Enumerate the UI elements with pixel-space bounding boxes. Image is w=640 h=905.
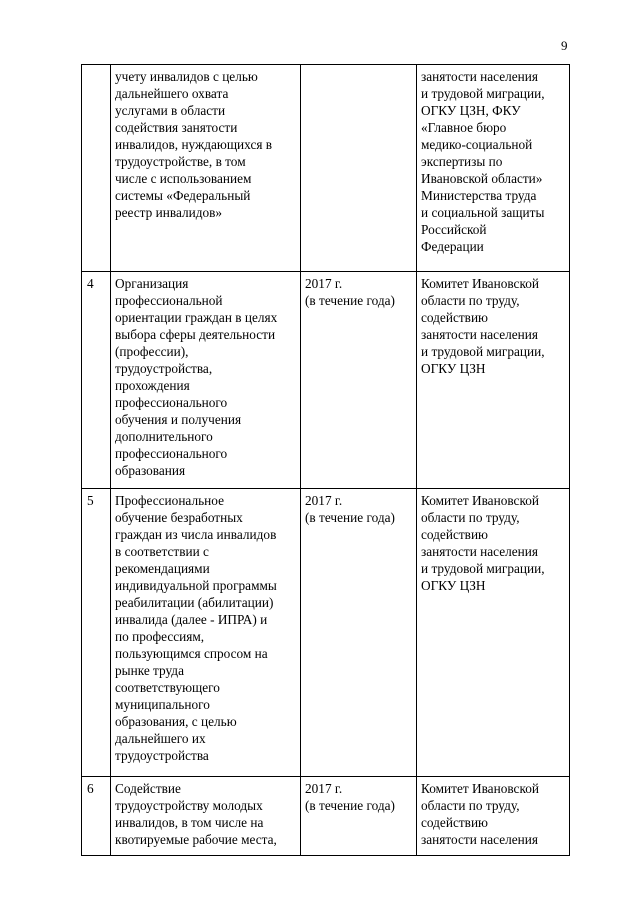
term-cell: 2017 г. (в течение года) xyxy=(301,272,417,489)
responsible-cell: Комитет Ивановской области по труду, содействию занятости населения xyxy=(417,777,570,856)
table-row xyxy=(82,272,570,489)
activity-cell: Профессиональное обучение безработных граждан из числа инвалидов в соответствии с рекомендациями индивидуальной программы реабилитации (абилитации) инвалида (далее - ИПРА) и по профессиям, пользующимся спросом на рынке труда соответствующего муниципального образования, с целью дальнейшего их трудоустройства xyxy=(111,489,301,777)
activity-cell: учету инвалидов с целью дальнейшего охвата услугами в области содействия занятости инвалидов, нуждающихся в трудоустройстве, в том числе с использованием системы «Федеральный реестр инвалидов» xyxy=(111,65,301,272)
term-cell: 2017 г. (в течение года) xyxy=(301,777,417,856)
activity-cell: Организация профессиональной ориентации граждан в целях выбора сферы деятельности (профессии), трудоустройства, прохождения профессионального обучения и получения дополнительного профессионального образования xyxy=(111,272,301,489)
row-number: 5 xyxy=(82,489,111,777)
measures-table xyxy=(81,64,570,856)
term-cell xyxy=(301,65,417,272)
responsible-cell: занятости населения и трудовой миграции, ОГКУ ЦЗН, ФКУ «Главное бюро медико-социальной экспертизы по Ивановской области» Министерства труда и социальной защиты Российской Федерации xyxy=(417,65,570,272)
responsible-cell: Комитет Ивановской области по труду, содействию занятости населения и трудовой миграции, ОГКУ ЦЗН xyxy=(417,489,570,777)
activity-cell: Содействие трудоустройству молодых инвалидов, в том числе на квотируемые рабочие места, xyxy=(111,777,301,856)
row-number: 4 xyxy=(82,272,111,489)
table-row xyxy=(82,777,570,856)
table-row xyxy=(82,489,570,777)
term-cell: 2017 г. (в течение года) xyxy=(301,489,417,777)
row-number xyxy=(82,65,111,272)
responsible-cell: Комитет Ивановской области по труду, содействию занятости населения и трудовой миграции, ОГКУ ЦЗН xyxy=(417,272,570,489)
row-number: 6 xyxy=(82,777,111,856)
page-number: 9 xyxy=(561,38,568,53)
table-row xyxy=(82,65,570,272)
